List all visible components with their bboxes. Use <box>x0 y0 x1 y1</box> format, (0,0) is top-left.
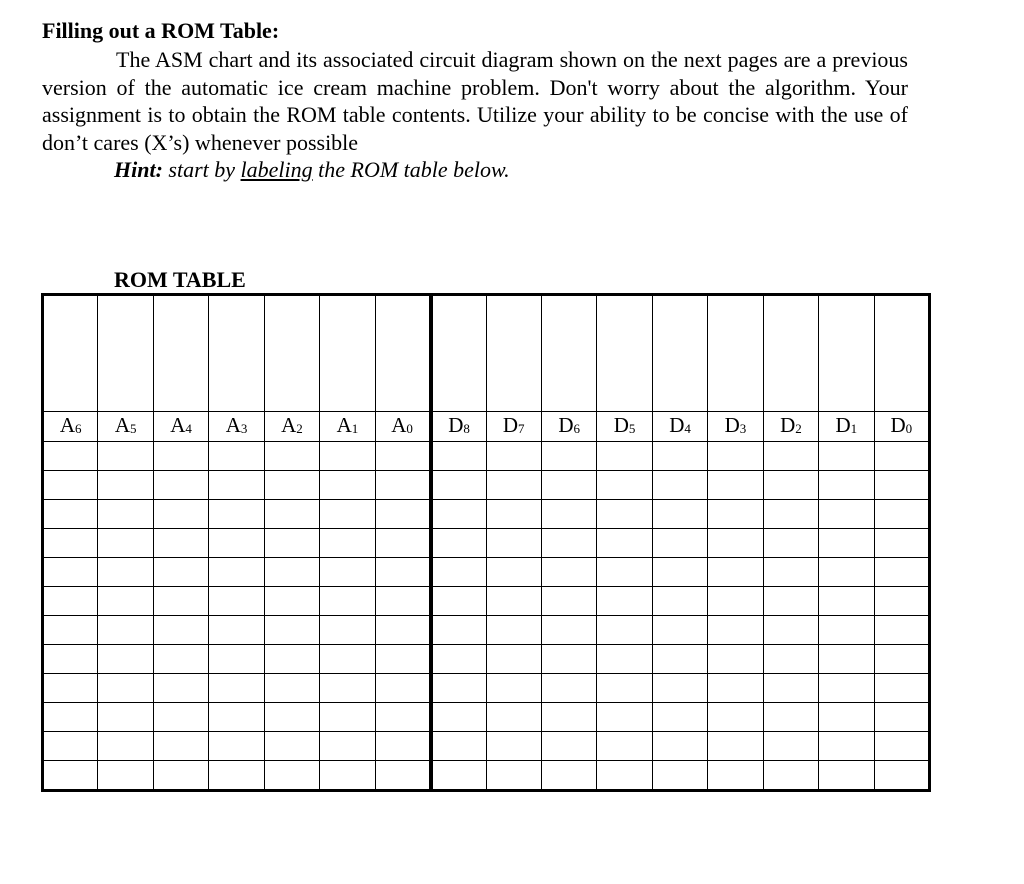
table-cell <box>431 500 486 529</box>
table-cell <box>320 674 375 703</box>
column-index: 3 <box>240 421 248 436</box>
table-cell <box>320 558 375 587</box>
column-letter: D <box>669 413 685 437</box>
data-column-header <box>874 412 929 442</box>
column-index: 1 <box>351 421 359 436</box>
table-cell <box>209 500 264 529</box>
label-cell <box>98 295 153 412</box>
table-cell <box>708 703 763 732</box>
data-column-header <box>708 412 763 442</box>
table-cell <box>431 558 486 587</box>
table-cell <box>43 674 98 703</box>
table-cell <box>43 645 98 674</box>
table-cell <box>763 761 818 791</box>
table-cell <box>597 645 652 674</box>
table-cell <box>264 703 319 732</box>
table-cell <box>486 645 541 674</box>
table-cell <box>597 587 652 616</box>
rom-table <box>41 293 931 792</box>
table-cell <box>819 587 874 616</box>
table-cell <box>597 471 652 500</box>
table-cell <box>819 442 874 471</box>
table-cell <box>431 442 486 471</box>
column-letter: A <box>114 413 130 437</box>
table-cell <box>597 761 652 791</box>
table-cell <box>763 500 818 529</box>
table-cell <box>486 587 541 616</box>
table-cell <box>763 587 818 616</box>
table-cell <box>431 674 486 703</box>
table-row <box>43 529 930 558</box>
column-index: 2 <box>296 421 303 436</box>
column-index: 6 <box>573 421 580 436</box>
table-cell <box>819 471 874 500</box>
table-cell <box>541 645 596 674</box>
table-cell <box>209 529 264 558</box>
table-cell <box>541 674 596 703</box>
table-cell <box>98 616 153 645</box>
table-row <box>43 703 930 732</box>
table-cell <box>375 471 430 500</box>
column-letter: D <box>502 413 519 437</box>
column-header-row <box>43 412 930 442</box>
table-cell <box>763 616 818 645</box>
table-cell <box>264 529 319 558</box>
table-cell <box>431 761 486 791</box>
table-cell <box>153 500 208 529</box>
table-cell <box>209 616 264 645</box>
table-cell <box>264 732 319 761</box>
table-cell <box>98 761 153 791</box>
table-cell <box>431 587 486 616</box>
table-row <box>43 761 930 791</box>
table-cell <box>708 732 763 761</box>
label-cell <box>597 295 652 412</box>
table-cell <box>819 500 874 529</box>
table-cell <box>98 703 153 732</box>
table-cell <box>375 558 430 587</box>
column-letter: A <box>170 413 186 437</box>
table-cell <box>320 529 375 558</box>
table-cell <box>98 587 153 616</box>
table-row <box>43 558 930 587</box>
table-cell <box>486 674 541 703</box>
table-cell <box>874 500 929 529</box>
table-cell <box>708 442 763 471</box>
table-cell <box>320 732 375 761</box>
table-cell <box>819 529 874 558</box>
table-cell <box>375 732 430 761</box>
table-cell <box>153 558 208 587</box>
table-cell <box>597 529 652 558</box>
table-cell <box>375 529 430 558</box>
table-cell <box>652 558 707 587</box>
table-cell <box>375 587 430 616</box>
label-cell <box>486 295 541 412</box>
table-cell <box>874 645 929 674</box>
table-cell <box>874 761 929 791</box>
data-column-header <box>431 412 486 442</box>
table-cell <box>874 587 929 616</box>
table-cell <box>375 703 430 732</box>
table-cell <box>708 616 763 645</box>
table-cell <box>153 442 208 471</box>
table-cell <box>320 587 375 616</box>
table-cell <box>763 645 818 674</box>
table-cell <box>874 674 929 703</box>
table-cell <box>209 558 264 587</box>
table-cell <box>874 529 929 558</box>
table-cell <box>652 442 707 471</box>
table-cell <box>597 674 652 703</box>
label-cell <box>874 295 929 412</box>
table-cell <box>264 674 319 703</box>
table-cell <box>431 732 486 761</box>
address-column-header <box>153 412 208 442</box>
table-cell <box>541 500 596 529</box>
table-cell <box>708 645 763 674</box>
table-cell <box>541 558 596 587</box>
table-cell <box>486 761 541 791</box>
table-cell <box>486 558 541 587</box>
table-cell <box>819 616 874 645</box>
address-column-header <box>98 412 153 442</box>
table-cell <box>819 674 874 703</box>
table-cell <box>708 529 763 558</box>
data-column-header <box>486 412 541 442</box>
table-cell <box>209 587 264 616</box>
table-cell <box>431 645 486 674</box>
label-cell <box>541 295 596 412</box>
table-cell <box>708 674 763 703</box>
address-column-header <box>209 412 264 442</box>
address-column-header <box>375 412 430 442</box>
column-letter: A <box>59 413 76 437</box>
table-cell <box>209 732 264 761</box>
table-cell <box>597 500 652 529</box>
table-cell <box>486 471 541 500</box>
table-cell <box>541 587 596 616</box>
column-letter: D <box>448 413 464 437</box>
table-cell <box>819 732 874 761</box>
table-cell <box>874 558 929 587</box>
column-index: 4 <box>185 421 192 436</box>
table-cell <box>652 471 707 500</box>
table-cell <box>708 587 763 616</box>
column-index: 1 <box>850 421 858 436</box>
blank-label-row <box>43 295 930 412</box>
table-cell <box>153 529 208 558</box>
table-cell <box>43 587 98 616</box>
address-column-header <box>320 412 375 442</box>
table-cell <box>43 703 98 732</box>
table-cell <box>98 500 153 529</box>
table-cell <box>541 616 596 645</box>
table-row <box>43 500 930 529</box>
table-cell <box>209 674 264 703</box>
table-cell <box>375 761 430 791</box>
rom-table-title: ROM TABLE <box>114 267 246 292</box>
table-cell <box>652 674 707 703</box>
table-cell <box>819 558 874 587</box>
table-cell <box>874 616 929 645</box>
hint-line <box>114 156 510 184</box>
table-cell <box>819 645 874 674</box>
table-cell <box>375 674 430 703</box>
table-cell <box>819 703 874 732</box>
table-cell <box>209 645 264 674</box>
table-cell <box>153 645 208 674</box>
table-cell <box>264 587 319 616</box>
column-index: 0 <box>905 421 913 436</box>
column-index: 2 <box>795 421 802 436</box>
heading: Filling out a ROM Table: <box>42 18 280 43</box>
table-cell <box>43 442 98 471</box>
table-cell <box>708 761 763 791</box>
table-cell <box>486 500 541 529</box>
table-cell <box>98 645 153 674</box>
column-letter: A <box>281 413 297 437</box>
table-cell <box>209 471 264 500</box>
table-cell <box>98 471 153 500</box>
table-cell <box>431 616 486 645</box>
column-letter: D <box>780 413 796 437</box>
table-cell <box>431 471 486 500</box>
table-cell <box>486 529 541 558</box>
table-cell <box>652 587 707 616</box>
column-letter: D <box>890 413 906 437</box>
table-cell <box>597 558 652 587</box>
table-cell <box>541 471 596 500</box>
table-cell <box>98 558 153 587</box>
table-cell <box>597 442 652 471</box>
column-letter: D <box>558 413 574 437</box>
table-cell <box>763 732 818 761</box>
label-cell <box>43 295 98 412</box>
column-letter: A <box>391 413 407 437</box>
table-cell <box>763 529 818 558</box>
column-index: 6 <box>75 421 82 436</box>
table-cell <box>43 732 98 761</box>
table-cell <box>98 442 153 471</box>
table-cell <box>153 761 208 791</box>
table-row <box>43 587 930 616</box>
table-cell <box>153 732 208 761</box>
table-cell <box>43 529 98 558</box>
table-cell <box>43 761 98 791</box>
table-cell <box>763 558 818 587</box>
table-cell <box>153 471 208 500</box>
label-cell <box>763 295 818 412</box>
table-cell <box>541 529 596 558</box>
table-row <box>43 616 930 645</box>
address-column-header <box>264 412 319 442</box>
label-cell <box>708 295 763 412</box>
instructions-paragraph <box>42 46 908 156</box>
hint-underlined-word: labeling <box>240 157 313 182</box>
column-index: 3 <box>739 421 747 436</box>
data-column-header <box>819 412 874 442</box>
table-cell <box>874 471 929 500</box>
table-cell <box>763 442 818 471</box>
table-cell <box>541 732 596 761</box>
table-cell <box>43 471 98 500</box>
table-row <box>43 442 930 471</box>
table-cell <box>209 703 264 732</box>
table-cell <box>209 442 264 471</box>
table-cell <box>320 500 375 529</box>
data-column-header <box>652 412 707 442</box>
column-letter: A <box>336 413 352 437</box>
table-cell <box>652 761 707 791</box>
hint-text-after: the ROM table below. <box>312 157 510 182</box>
table-cell <box>153 587 208 616</box>
table-cell <box>264 442 319 471</box>
table-cell <box>652 500 707 529</box>
table-cell <box>652 703 707 732</box>
column-index: 5 <box>129 421 137 436</box>
instructions-text: The ASM chart and its associated circuit diagram shown on the next pages are a previous version of the automatic ice cream machine problem. Don't worry about the algorithm. Your assignment is to obtain the ROM table contents. Utilize your ability to be concise with the use of don’t cares (X’s) whenever possible <box>42 47 908 155</box>
data-column-header <box>541 412 596 442</box>
hint-text-before: start by <box>162 157 241 182</box>
label-cell <box>431 295 486 412</box>
table-cell <box>375 645 430 674</box>
column-index: 8 <box>463 421 470 436</box>
label-cell <box>264 295 319 412</box>
table-cell <box>98 674 153 703</box>
table-cell <box>486 732 541 761</box>
table-cell <box>431 703 486 732</box>
hint-label: Hint: <box>114 157 163 182</box>
table-cell <box>486 442 541 471</box>
table-cell <box>431 529 486 558</box>
table-cell <box>819 761 874 791</box>
column-index: 7 <box>518 421 525 436</box>
table-cell <box>375 616 430 645</box>
table-cell <box>98 529 153 558</box>
table-cell <box>264 558 319 587</box>
data-column-header <box>763 412 818 442</box>
table-row <box>43 674 930 703</box>
column-index: 0 <box>406 421 413 436</box>
table-cell <box>763 674 818 703</box>
table-cell <box>320 616 375 645</box>
label-cell <box>209 295 264 412</box>
table-cell <box>320 471 375 500</box>
table-cell <box>597 616 652 645</box>
column-index: 4 <box>684 421 691 436</box>
table-cell <box>652 732 707 761</box>
address-column-header <box>43 412 98 442</box>
table-cell <box>320 703 375 732</box>
table-cell <box>43 616 98 645</box>
table-cell <box>708 500 763 529</box>
label-cell <box>320 295 375 412</box>
column-index: 5 <box>628 421 636 436</box>
table-cell <box>264 616 319 645</box>
table-cell <box>264 761 319 791</box>
table-cell <box>320 442 375 471</box>
label-cell <box>153 295 208 412</box>
table-cell <box>652 529 707 558</box>
table-cell <box>209 761 264 791</box>
label-cell <box>652 295 707 412</box>
table-cell <box>153 674 208 703</box>
table-cell <box>708 471 763 500</box>
table-cell <box>43 558 98 587</box>
table-cell <box>874 442 929 471</box>
table-cell <box>708 558 763 587</box>
table-row <box>43 645 930 674</box>
table-cell <box>153 616 208 645</box>
table-cell <box>98 732 153 761</box>
table-cell <box>541 703 596 732</box>
table-cell <box>320 761 375 791</box>
table-cell <box>763 471 818 500</box>
label-cell <box>819 295 874 412</box>
table-row <box>43 732 930 761</box>
table-cell <box>541 442 596 471</box>
table-cell <box>652 645 707 674</box>
table-row <box>43 471 930 500</box>
table-cell <box>541 761 596 791</box>
data-column-header <box>597 412 652 442</box>
column-letter: D <box>835 413 851 437</box>
table-cell <box>486 703 541 732</box>
table-cell <box>264 645 319 674</box>
table-cell <box>320 645 375 674</box>
table-cell <box>153 703 208 732</box>
table-cell <box>375 442 430 471</box>
table-cell <box>597 732 652 761</box>
column-letter: D <box>724 413 740 437</box>
table-cell <box>43 500 98 529</box>
table-cell <box>652 616 707 645</box>
table-cell <box>486 616 541 645</box>
table-cell <box>264 500 319 529</box>
table-cell <box>597 703 652 732</box>
table-cell <box>375 500 430 529</box>
table-cell <box>874 732 929 761</box>
column-letter: D <box>613 413 629 437</box>
table-cell <box>874 703 929 732</box>
table-cell <box>763 703 818 732</box>
table-cell <box>264 471 319 500</box>
column-letter: A <box>225 413 241 437</box>
label-cell <box>375 295 430 412</box>
